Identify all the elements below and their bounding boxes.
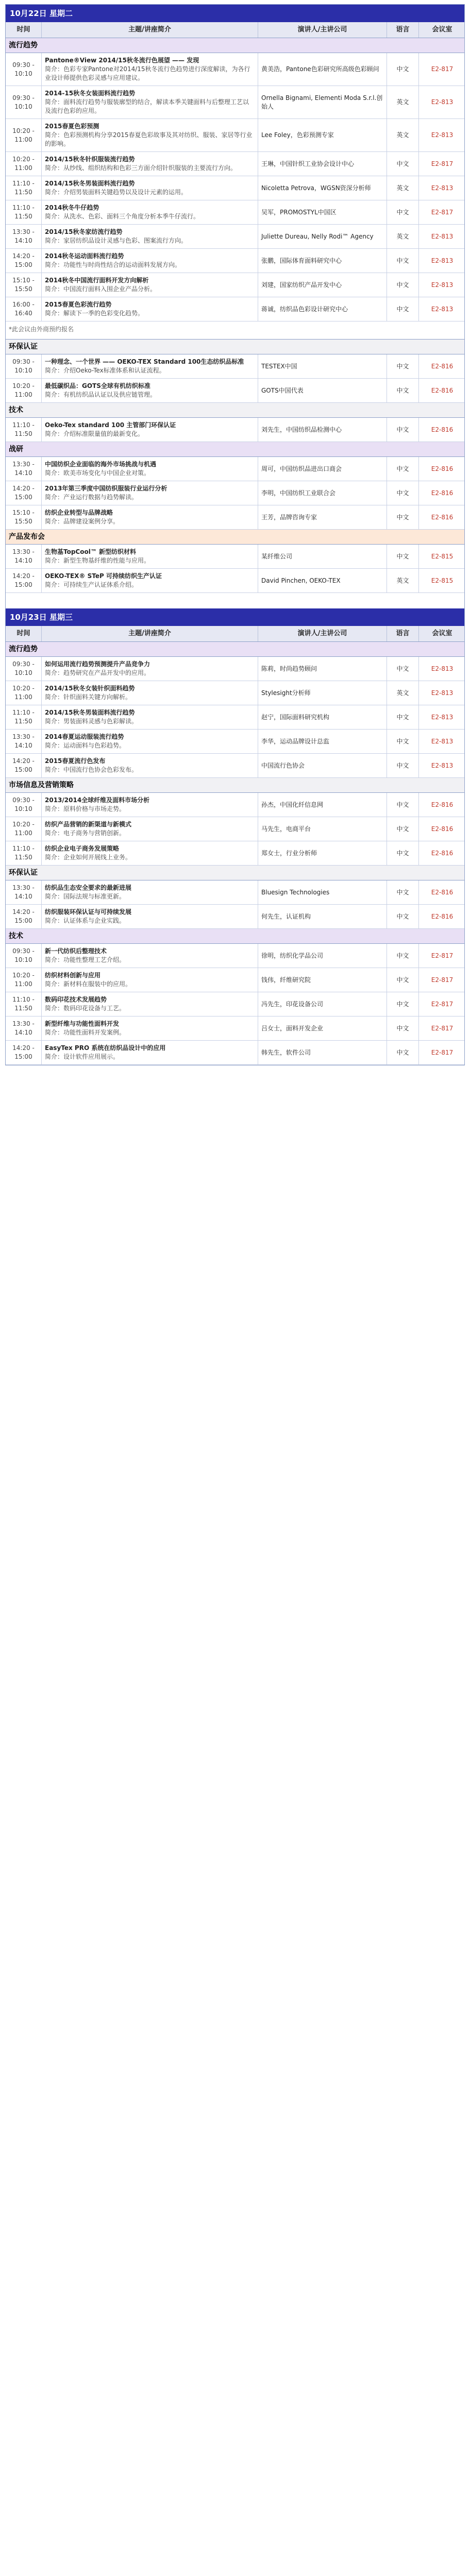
session-topic: [42, 992, 258, 1016]
session-time: 15:10 - 15:50: [6, 505, 42, 529]
table-header: [6, 626, 464, 642]
session-language: 中文: [387, 418, 419, 442]
table-header: [6, 22, 464, 38]
session-topic: [42, 880, 258, 904]
session-row: [6, 273, 464, 297]
section-title: 市场信息及营销策略: [6, 778, 464, 793]
col-speaker: 演讲人/主讲公司: [258, 626, 387, 641]
col-lang: 语言: [387, 626, 419, 641]
session-time: 13:30 - 14:10: [6, 1016, 42, 1040]
session-topic: [42, 905, 258, 928]
session-room: E2-816: [431, 465, 454, 472]
session-row: [6, 944, 464, 968]
session-topic: [42, 354, 258, 378]
session-topic: [42, 968, 258, 992]
session-language: 中文: [387, 200, 419, 224]
session-room: E2-816: [431, 362, 454, 370]
session-speaker: 刘建，国家纺织产品开发中心: [258, 273, 387, 297]
session-room: E2-817: [431, 976, 454, 984]
session-row: [6, 379, 464, 403]
session-room: E2-813: [431, 689, 454, 697]
session-row: [6, 1041, 464, 1065]
session-room: E2-813: [431, 232, 454, 240]
session-topic: [42, 793, 258, 817]
session-title: 2014/15秋冬男装面料流行趋势: [45, 180, 135, 187]
col-time: 时间: [6, 626, 42, 641]
session-title: 纺织品生态安全要求的最新进展: [45, 884, 132, 891]
session-language: 中文: [387, 817, 419, 841]
session-title: 纺织产品营销的新渠道与新模式: [45, 821, 132, 828]
section-title: 产品发布会: [6, 530, 464, 545]
session-room: E2-813: [431, 665, 454, 672]
session-topic: [42, 545, 258, 568]
session-topic: [42, 569, 258, 592]
session-speaker: 何先生，认证机构: [258, 905, 387, 928]
session-title: Pantone®View 2014/15秋冬流行色展望 —— 发现: [45, 57, 199, 64]
session-time: 09:30 - 10:10: [6, 354, 42, 378]
session-description: 简介：设计软件应用展示。: [45, 1053, 120, 1060]
session-description: 简介：可持续生产认证体系介绍。: [45, 581, 138, 588]
session-language: 英文: [387, 119, 419, 151]
session-title: 2014秋冬中国流行面料开发方向解析: [45, 277, 149, 284]
session-title: 2014/15秋冬家纺流行趋势: [45, 228, 123, 235]
session-title: 2014/15秋冬女装针织面料趋势: [45, 685, 135, 692]
col-topic: 主题/讲座简介: [42, 22, 258, 38]
session-room: E2-817: [431, 208, 454, 216]
session-topic: [42, 379, 258, 402]
session-room: E2-815: [431, 552, 454, 560]
session-time: 10:20 - 11:00: [6, 379, 42, 402]
session-topic: [42, 297, 258, 321]
session-description: 简介：家居纺织品设计灵感与色彩、图案流行方向。: [45, 237, 188, 244]
session-language: 中文: [387, 545, 419, 568]
session-time: 10:20 - 11:00: [6, 968, 42, 992]
session-speaker: 某纤维公司: [258, 545, 387, 568]
session-time: 10:20 - 11:00: [6, 681, 42, 705]
session-title: 2014秋冬牛仔趋势: [45, 204, 99, 211]
session-speaker: Bluesign Technologies: [258, 880, 387, 904]
session-language: 中文: [387, 152, 419, 176]
session-language: 中文: [387, 657, 419, 681]
session-speaker: Ornella Bignami, Elementi Moda S.r.l.创始人: [258, 86, 387, 118]
session-language: 英文: [387, 681, 419, 705]
session-title: 新型纤维与功能性面料开发: [45, 1020, 120, 1027]
session-topic: [42, 841, 258, 865]
session-description: 简介：趋势研究在产品开发中的应用。: [45, 669, 150, 676]
session-row: [6, 657, 464, 681]
session-topic: [42, 418, 258, 442]
session-room: E2-817: [431, 1048, 454, 1056]
session-description: 简介：新型生物基纤维的性能与应用。: [45, 557, 150, 564]
note: *此会议由外商预约报名: [6, 321, 464, 340]
session-title: 数码印花技术发展趋势: [45, 996, 107, 1003]
session-room: E2-816: [431, 513, 454, 521]
session-title: 纺织企业转型与品牌战略: [45, 509, 113, 516]
session-time: 10:20 - 11:00: [6, 817, 42, 841]
session-room: E2-813: [431, 131, 454, 139]
session-title: 新一代纺织后整理技术: [45, 947, 107, 955]
session-room: E2-816: [431, 801, 454, 808]
session-speaker: GOTS中国代表: [258, 379, 387, 402]
session-time: 13:30 - 14:10: [6, 545, 42, 568]
session-row: [6, 53, 464, 86]
session-speaker: 马先生，电商平台: [258, 817, 387, 841]
session-time: 11:10 - 11:50: [6, 992, 42, 1016]
session-row: [6, 86, 464, 119]
session-language: 中文: [387, 249, 419, 273]
session-time: 14:20 - 15:00: [6, 754, 42, 777]
session-row: [6, 992, 464, 1016]
session-speaker: 王琳，中国针织工业协会设计中心: [258, 152, 387, 176]
session-title: EasyTex PRO 系统在纺织品设计中的应用: [45, 1044, 166, 1052]
session-room: E2-813: [431, 713, 454, 721]
session-title: 2015春夏色彩流行趋势: [45, 301, 112, 308]
session-time: 13:30 - 14:10: [6, 225, 42, 248]
session-language: 中文: [387, 297, 419, 321]
session-language: 英文: [387, 86, 419, 118]
session-language: 中文: [387, 705, 419, 729]
session-speaker: Lee Foley，色彩预测专家: [258, 119, 387, 151]
session-speaker: TESTEX中国: [258, 354, 387, 378]
session-time: 11:10 - 11:50: [6, 176, 42, 200]
session-description: 简介：原料价格与市场走势。: [45, 805, 126, 812]
session-title: 如何运用流行趋势预测提升产品竞争力: [45, 660, 150, 668]
session-room: E2-816: [431, 849, 454, 857]
session-topic: [42, 481, 258, 505]
session-description: 简介：介绍标准限量值的最新变化。: [45, 430, 144, 437]
session-language: 中文: [387, 880, 419, 904]
session-row: [6, 817, 464, 841]
session-title: 最低碳织品：GOTS全球有机纺织标准: [45, 382, 150, 389]
session-row: [6, 730, 464, 754]
session-language: 英文: [387, 225, 419, 248]
session-description: 简介：新材料在服装中的应用。: [45, 980, 132, 988]
session-room: E2-813: [431, 305, 454, 313]
section-title: 环保认证: [6, 340, 464, 354]
session-topic: [42, 817, 258, 841]
session-language: 中文: [387, 481, 419, 505]
session-room: E2-816: [431, 426, 454, 433]
session-row: [6, 249, 464, 273]
session-room: E2-813: [431, 184, 454, 192]
session-time: 11:10 - 11:50: [6, 418, 42, 442]
session-title: 生物基TopCool™ 新型纺织材料: [45, 548, 137, 555]
session-language: 英文: [387, 569, 419, 592]
session-description: 简介：介绍Oeko-Tex标准体系和认证流程。: [45, 367, 165, 374]
session-language: 中文: [387, 841, 419, 865]
session-row: [6, 200, 464, 225]
session-speaker: 郑女士，行业分析师: [258, 841, 387, 865]
session-title: 中国纺织企业面临的海外市场挑战与机遇: [45, 461, 157, 468]
session-description: 简介：功能性与时尚性结合的运动面料发展方向。: [45, 261, 181, 268]
session-room: E2-817: [431, 1024, 454, 1032]
session-speaker: 中国流行色协会: [258, 754, 387, 777]
session-description: 简介：功能性面料开发案例。: [45, 1029, 126, 1036]
session-topic: [42, 944, 258, 968]
session-row: [6, 905, 464, 929]
conference-schedule: [5, 4, 465, 1065]
session-room: E2-817: [431, 160, 454, 167]
col-time: 时间: [6, 22, 42, 38]
session-speaker: 徐明，纺织化学品公司: [258, 944, 387, 968]
session-row: [6, 545, 464, 569]
session-speaker: 孙杰，中国化纤信息网: [258, 793, 387, 817]
session-topic: [42, 754, 258, 777]
session-time: 15:10 - 15:50: [6, 273, 42, 297]
session-language: 中文: [387, 1041, 419, 1064]
session-description: 简介：国际法规与标准更新。: [45, 893, 126, 900]
section-title: 环保认证: [6, 866, 464, 880]
section-title: 技术: [6, 929, 464, 944]
session-description: 简介：认证体系与企业实践。: [45, 917, 126, 924]
session-room: E2-816: [431, 888, 454, 896]
session-speaker: 吕女士，面料开发企业: [258, 1016, 387, 1040]
session-language: 中文: [387, 730, 419, 753]
session-time: 09:30 - 10:10: [6, 657, 42, 681]
session-row: [6, 225, 464, 249]
day-header: 10月23日 星期三: [6, 608, 464, 626]
session-time: 13:30 - 14:10: [6, 730, 42, 753]
session-row: [6, 841, 464, 866]
session-description: 简介：功能性整理工艺介绍。: [45, 956, 126, 963]
session-language: 中文: [387, 273, 419, 297]
session-title: OEKO-TEX® STeP 可持续纺织生产认证: [45, 572, 162, 580]
session-time: 11:10 - 11:50: [6, 841, 42, 865]
session-speaker: 王芳，品牌咨询专家: [258, 505, 387, 529]
session-topic: [42, 86, 258, 118]
session-language: 中文: [387, 53, 419, 86]
session-time: 14:20 - 15:00: [6, 905, 42, 928]
session-row: [6, 176, 464, 200]
session-language: 中文: [387, 968, 419, 992]
session-room: E2-815: [431, 577, 454, 584]
session-speaker: 钱伟，纤维研究院: [258, 968, 387, 992]
session-topic: [42, 200, 258, 224]
session-topic: [42, 1016, 258, 1040]
session-title: 2015春夏色彩预测: [45, 123, 99, 130]
session-title: 2014/15秋冬针织服装流行趋势: [45, 156, 135, 163]
session-topic: [42, 457, 258, 481]
session-topic: [42, 657, 258, 681]
session-title: 2014-15秋冬女装面料流行趋势: [45, 90, 136, 97]
session-description: 简介：介绍男装面料关键趋势以及设计元素的运用。: [45, 189, 188, 196]
session-time: 10:20 - 11:00: [6, 152, 42, 176]
session-room: E2-817: [431, 952, 454, 959]
session-description: 简介：中国流行面料入围企业产品分析。: [45, 285, 157, 293]
session-row: [6, 705, 464, 730]
session-speaker: 陈莉，时尚趋势顾问: [258, 657, 387, 681]
session-description: 简介：中国流行色协会色彩发布。: [45, 766, 138, 773]
session-speaker: 周可，中国纺织品进出口商会: [258, 457, 387, 481]
col-room: 会议室: [432, 26, 452, 33]
session-row: [6, 481, 464, 505]
session-row: [6, 793, 464, 817]
session-time: 13:30 - 14:10: [6, 880, 42, 904]
session-room: E2-816: [431, 489, 454, 497]
session-description: 简介：面料流行趋势与服装廓型的结合，解读本季关键面料与后整理工艺以及流行色彩的应用。: [45, 98, 249, 114]
session-description: 简介：欧美市场变化与中国企业对策。: [45, 469, 150, 477]
session-language: 中文: [387, 457, 419, 481]
session-description: 简介：电子商务与营销创新。: [45, 829, 126, 837]
session-topic: [42, 225, 258, 248]
session-speaker: 赵宁，国际面料研究机构: [258, 705, 387, 729]
session-description: 简介：男装面料灵感与色彩解读。: [45, 718, 138, 725]
session-row: [6, 754, 464, 778]
session-room: E2-813: [431, 98, 454, 106]
section-title: 技术: [6, 403, 464, 418]
session-description: 简介：运动面料与色彩趋势。: [45, 742, 126, 749]
session-description: 简介：从洗水、色彩、面料三个角度分析本季牛仔流行。: [45, 213, 200, 220]
session-time: 11:10 - 11:50: [6, 705, 42, 729]
session-language: 中文: [387, 944, 419, 968]
session-title: 2015春夏流行色发布: [45, 757, 106, 765]
session-room: E2-817: [431, 1000, 454, 1008]
session-time: 14:20 - 15:00: [6, 569, 42, 592]
session-speaker: 吴军，PROMOSTYL中国区: [258, 200, 387, 224]
session-description: 简介：企业如何开展线上业务。: [45, 854, 132, 861]
session-language: 中文: [387, 354, 419, 378]
session-room: E2-817: [431, 65, 454, 73]
col-speaker: 演讲人/主讲公司: [258, 22, 387, 38]
session-time: 16:00 - 16:40: [6, 297, 42, 321]
session-row: [6, 968, 464, 992]
session-topic: [42, 152, 258, 176]
session-speaker: 李明，中国纺织工业联合会: [258, 481, 387, 505]
section-title: 流行趋势: [6, 642, 464, 657]
session-topic: [42, 505, 258, 529]
session-speaker: 蒋诚，纺织品色彩设计研究中心: [258, 297, 387, 321]
session-title: 2014春夏运动服装流行趋势: [45, 733, 124, 740]
session-row: [6, 880, 464, 905]
session-time: 09:30 - 10:10: [6, 53, 42, 86]
col-topic: 主题/讲座简介: [42, 626, 258, 641]
session-row: [6, 418, 464, 442]
session-title: 2013年第三季度中国纺织服装行业运行分析: [45, 485, 167, 492]
session-description: 简介：从纱线、组织结构和色彩三方面介绍针织服装的主要流行方向。: [45, 164, 237, 172]
session-row: [6, 354, 464, 379]
session-title: 2014秋冬运动面料流行趋势: [45, 252, 124, 260]
session-title: 纺织服装环保认证与可持续发展: [45, 908, 132, 916]
session-title: 纺织企业电子商务发展策略: [45, 845, 120, 852]
col-lang: 语言: [387, 22, 419, 38]
session-time: 11:10 - 11:50: [6, 200, 42, 224]
session-time: 14:20 - 15:00: [6, 1041, 42, 1064]
col-room: 会议室: [432, 630, 452, 637]
session-row: [6, 119, 464, 152]
session-language: 中文: [387, 379, 419, 402]
session-time: 09:30 - 10:10: [6, 944, 42, 968]
session-row: [6, 681, 464, 705]
session-description: 简介：针织面料关键方向解析。: [45, 693, 132, 701]
session-speaker: 韩先生，软件公司: [258, 1041, 387, 1064]
day-header: 10月22日 星期二: [6, 5, 464, 22]
session-language: 中文: [387, 793, 419, 817]
session-description: 简介：品牌建设案例分享。: [45, 518, 120, 525]
session-row: [6, 569, 464, 593]
session-time: 13:30 - 14:10: [6, 457, 42, 481]
session-title: 一种理念、一个世界 —— OEKO-TEX Standard 100生态纺织品标准: [45, 358, 244, 365]
session-row: [6, 457, 464, 481]
session-language: 中文: [387, 754, 419, 777]
session-speaker: 冯先生，印花设备公司: [258, 992, 387, 1016]
session-time: 10:20 - 11:00: [6, 119, 42, 151]
session-room: E2-816: [431, 386, 454, 394]
session-speaker: Stylesight分析师: [258, 681, 387, 705]
session-description: 简介：色彩专家Pantone对2014/15秋冬流行色趋势进行深度解读，为各行业设计师提供色彩灵感与应用建议。: [45, 65, 250, 81]
session-description: 简介：产业运行数据与趋势解读。: [45, 494, 138, 501]
section-title: 流行趋势: [6, 38, 464, 53]
session-title: 纺织材料创新与应用: [45, 972, 101, 979]
session-title: Oeko-Tex standard 100 主管部门环保认证: [45, 421, 176, 429]
session-language: 中文: [387, 505, 419, 529]
session-topic: [42, 273, 258, 297]
session-topic: [42, 53, 258, 86]
session-topic: [42, 176, 258, 200]
session-speaker: 刘先生，中国纺织品检测中心: [258, 418, 387, 442]
session-row: [6, 1016, 464, 1041]
session-room: E2-813: [431, 257, 454, 264]
session-description: 简介：有机纺织品认证以及供应链管理。: [45, 391, 157, 398]
session-title: 2013/2014全球纤维及面料市场分析: [45, 796, 150, 804]
session-title: 2014/15秋冬男装面料流行趋势: [45, 709, 135, 716]
session-topic: [42, 681, 258, 705]
session-topic: [42, 119, 258, 151]
session-topic: [42, 705, 258, 729]
session-description: 简介：色彩预测机构分享2015春夏色彩故事及其对纺织、服装、家居等行业的影响。: [45, 131, 253, 147]
session-language: 英文: [387, 176, 419, 200]
section-title: 战研: [6, 442, 464, 457]
session-room: E2-816: [431, 825, 454, 833]
session-time: 09:30 - 10:10: [6, 86, 42, 118]
session-row: [6, 297, 464, 321]
session-room: E2-816: [431, 912, 454, 920]
session-language: 中文: [387, 992, 419, 1016]
session-time: 14:20 - 15:00: [6, 481, 42, 505]
session-speaker: 黄美浩，Pantone色彩研究所高级色彩顾问: [258, 53, 387, 86]
session-time: 14:20 - 15:00: [6, 249, 42, 273]
session-description: 简介：解读下一季的色彩变化趋势。: [45, 310, 144, 317]
session-room: E2-813: [431, 761, 454, 769]
session-topic: [42, 249, 258, 273]
session-language: 中文: [387, 1016, 419, 1040]
session-row: [6, 152, 464, 176]
session-row: [6, 505, 464, 530]
session-topic: [42, 1041, 258, 1064]
session-topic: [42, 730, 258, 753]
session-language: 中文: [387, 905, 419, 928]
session-speaker: 李华，运动品牌设计总监: [258, 730, 387, 753]
session-speaker: David Pinchen, OEKO-TEX: [258, 569, 387, 592]
session-room: E2-813: [431, 737, 454, 745]
session-speaker: Nicoletta Petrova，WGSN资深分析师: [258, 176, 387, 200]
session-room: E2-813: [431, 281, 454, 289]
session-speaker: Juliette Dureau, Nelly Rodi™ Agency: [258, 225, 387, 248]
session-speaker: 张鹏，国际体育面料研究中心: [258, 249, 387, 273]
session-time: 09:30 - 10:10: [6, 793, 42, 817]
session-description: 简介：数码印花设备与工艺。: [45, 1005, 126, 1012]
